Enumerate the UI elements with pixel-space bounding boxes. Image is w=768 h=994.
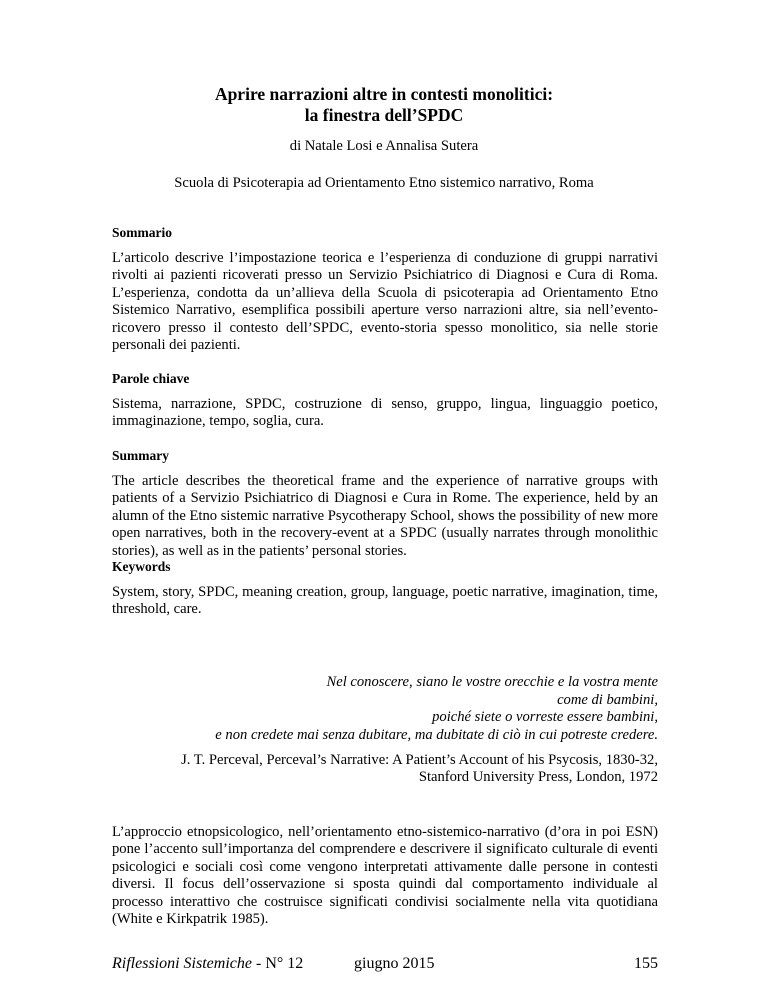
epigraph-quote <box>188 674 658 744</box>
journal-issue: - N° 12 <box>251 955 304 972</box>
page-number: 155 <box>634 955 658 972</box>
epigraph-line: come di bambini, <box>557 691 658 708</box>
parole-chiave-text: Sistema, narrazione, SPDC, costruzione di senso, gruppo, lingua, linguaggio poetico, immaginazione, tempo, soglia, cura. <box>112 396 658 430</box>
article-title <box>112 84 656 126</box>
journal-name: Riflessioni Sistemiche <box>112 955 252 972</box>
footer-date: giugno 2015 <box>354 955 435 972</box>
footer-journal <box>112 953 303 975</box>
authors: di Natale Losi e Annalisa Sutera <box>289 138 479 154</box>
epigraph-line: poiché siete o vorreste essere bambini, <box>432 709 658 725</box>
sommario-heading: Sommario <box>112 225 172 240</box>
citation-line-2: Stanford University Press, London, 1972 <box>418 769 658 786</box>
page-footer <box>112 953 658 975</box>
summary-text: The article describes the theoretical frame and the experience of narrative groups with patients of a Servizio Psichiatrico di Diagnosi e Cura in Rome. The experience, held by an alumn of the Etno sistemic narrative Psycotherapy School, shows the possibility of new more open narratives, both in the recovery-event at a SPDC (usually narrates through monolithic stories), as well as in the patients’ personal stories. <box>112 473 658 559</box>
affiliation: Scuola di Psicoterapia ad Orientamento Etno sistemico narrativo, Roma <box>174 175 594 191</box>
sommario-text: L’articolo descrive l’impostazione teorica e l’esperienza di conduzione di gruppi narrativi rivolti ai pazienti ricoverati presso un Servizio Psichiatrico di Diagnosi e Cura di Roma. L’esperienza, condotta da un’allieva della Scuola di psicoterapia ad Orientamento Etno Sistemico Narrativo, esemplifica possibili aperture verso narrazioni altre, sia nell’evento-ricovero presso il contesto dell’SPDC, evento-storia spesso monolitico, sia nelle storie personali dei pazienti. <box>112 250 658 354</box>
epigraph-citation <box>138 752 658 787</box>
epigraph-line: Nel conoscere, siano le vostre orecchie e la vostra mente <box>326 674 658 690</box>
title-line-1: Aprire narrazioni altre in contesti monolitici: <box>214 84 554 104</box>
body-paragraph: L’approccio etnopsicologico, nell’orientamento etno-sistemico-narrativo (d’ora in poi ESN) pone l’accento sull’importanza del comprendere e descrivere il significato culturale di eventi psicologici e sociali così come vengono interpretati attivamente dalle persone in contesti diversi. Il focus dell’osservazione si sposta quindi dal comportamento individuale al processo interattivo che costruisce significati condivisi socialmente nella vita quotidiana (White e Kirkpatrik 1985). <box>112 824 658 928</box>
summary-heading: Summary <box>112 448 169 463</box>
keywords-text: System, story, SPDC, meaning creation, group, language, poetic narrative, imagination, time, threshold, care. <box>112 584 658 618</box>
keywords-heading: Keywords <box>112 559 171 574</box>
epigraph-line: e non credete mai senza dubitare, ma dubitate di ciò in cui potreste credere. <box>215 726 658 743</box>
citation-line-1: J. T. Perceval, Perceval’s Narrative: A Patient’s Account of his Psycosis, 1830-32, <box>181 752 658 768</box>
parole-chiave-heading: Parole chiave <box>112 371 190 386</box>
title-line-2: la finestra dell’SPDC <box>304 105 464 125</box>
